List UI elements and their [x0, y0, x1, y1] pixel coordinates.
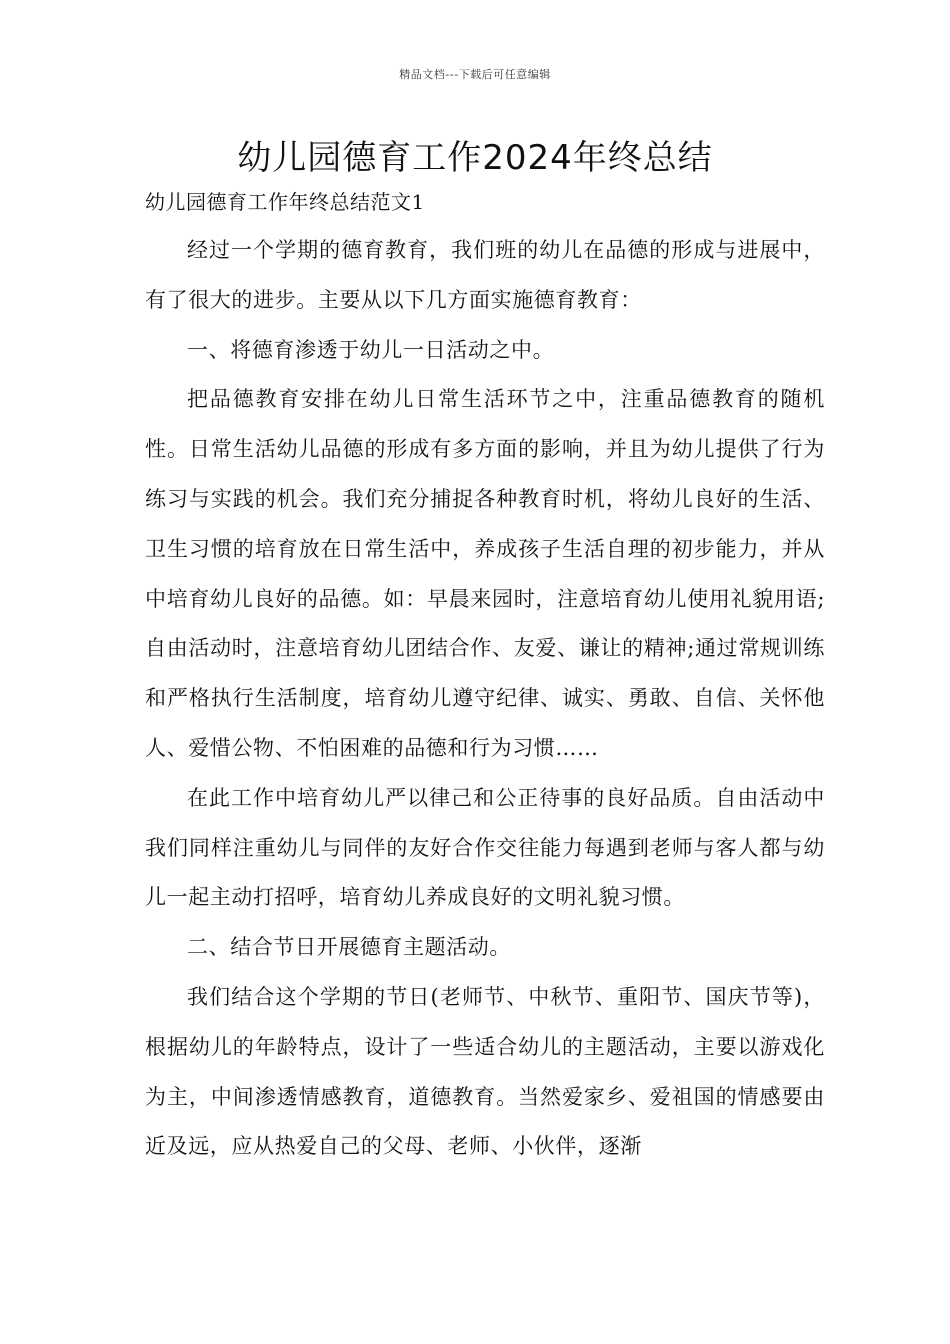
paragraph-intro: 经过一个学期的德育教育，我们班的幼儿在品德的形成与进展中，有了很大的进步。主要从以下几方面实施德育教育：	[145, 238, 825, 312]
paragraph-festival-activities: 我们结合这个学期的节日(老师节、中秋节、重阳节、国庆节等)，根据幼儿的年龄特点，设计了一些适合幼儿的主题活动，主要以游戏化为主，中间渗透情感教育，道德教育。当然爱家乡、爱祖国的情感要由近及远，应从热爱自己的父母、老师、小伙伴，逐渐	[145, 984, 825, 1159]
document-subtitle: 幼儿园德育工作年终总结范文1	[145, 190, 425, 214]
paragraph-self-discipline: 在此工作中培育幼儿严以律己和公正待事的良好品质。自由活动中我们同样注重幼儿与同伴的友好合作交往能力每遇到老师与客人都与幼儿一起主动打招呼，培育幼儿养成良好的文明礼貌习惯。	[145, 785, 825, 910]
section-heading-1: 一、将德育渗透于幼儿一日活动之中。	[187, 337, 555, 362]
paragraph-daily-activities: 把品德教育安排在幼儿日常生活环节之中，注重品德教育的随机性。日常生活幼儿品德的形成有多方面的影响，并且为幼儿提供了行为练习与实践的机会。我们充分捕捉各种教育时机，将幼儿良好的生活、卫生习惯的培育放在日常生活中，养成孩子生活自理的初步能力，并从中培育幼儿良好的品德。如：早晨来园时，注意培育幼儿使用礼貌用语;自由活动时，注意培育幼儿团结合作、友爱、谦让的精神;通过常规训练和严格执行生活制度，培育幼儿遵守纪律、诚实、勇敢、自信、关怀他人、爱惜公物、不怕困难的品德和行为习惯……	[145, 387, 825, 760]
document-body	[145, 226, 825, 1172]
header-note: 精品文档---下载后可任意编辑	[399, 68, 551, 81]
section-heading-2: 二、结合节日开展德育主题活动。	[187, 935, 511, 960]
document-title: 幼儿园德育工作2024年终总结	[237, 138, 713, 178]
